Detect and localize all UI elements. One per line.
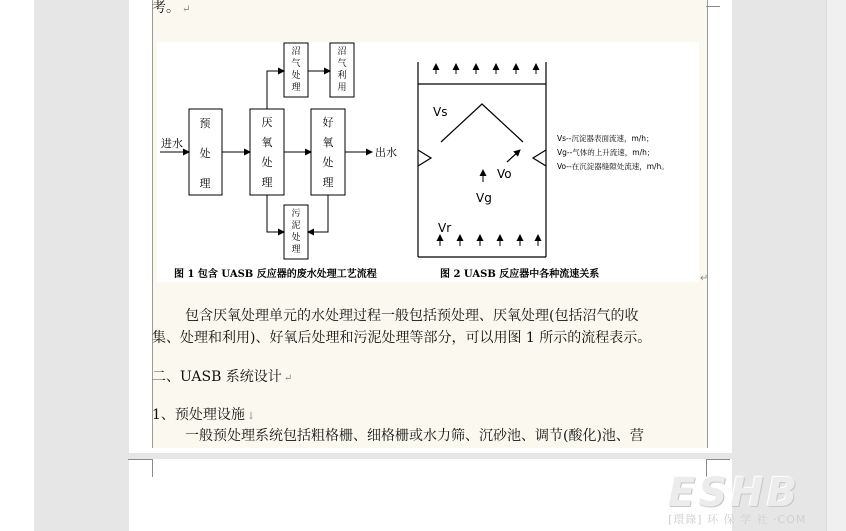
ana-char-3: 处	[261, 156, 273, 169]
fig2-legend-line-2: Vg--气体的上升流速，m/h；	[557, 148, 655, 157]
arrow-aerobic-to-sludge	[308, 195, 328, 232]
pre-char-3: 理	[199, 177, 211, 190]
pre-char-1: 预	[199, 117, 211, 130]
figure-paragraph-mark: ↵	[700, 273, 709, 284]
ana-char-1: 厌	[261, 116, 273, 129]
vr-arrows	[440, 235, 538, 246]
fig2-label-vg: Vg	[476, 191, 492, 205]
bu-char-4: 用	[337, 83, 347, 93]
gas-hood	[441, 104, 523, 142]
fig1-aerobic-text	[323, 115, 334, 189]
fig1-biogas-use-text	[337, 46, 346, 93]
right-baffle	[533, 150, 546, 166]
arrow-vo	[507, 150, 520, 162]
sl-char-1: 污	[291, 209, 301, 219]
crop-mark-bottom-left-h	[128, 459, 152, 460]
ana-char-4: 理	[261, 176, 273, 189]
left-baffle	[418, 150, 431, 166]
top-fragment-text: 考。	[152, 0, 180, 16]
bt-char-2: 气	[291, 59, 301, 69]
heading-3-text: 1、预处理设施	[152, 407, 245, 423]
ana-char-2: 氧	[261, 136, 273, 149]
sl-char-4: 理	[291, 245, 301, 255]
heading-2-text: 二、UASB 系统设计	[152, 369, 282, 385]
bt-char-1: 沼	[291, 47, 301, 57]
bt-char-4: 理	[291, 83, 301, 93]
crop-mark-bottom-left	[138, 459, 153, 477]
pre-char-2: 处	[199, 147, 211, 160]
fig2-legend-line-3: Vo--在沉淀器缝隙处流速，m/h。	[557, 162, 669, 171]
watermark-logo: ESHB	[668, 470, 801, 516]
heading-2-mark: ↵	[283, 373, 293, 384]
figure1-caption: 图 1 包含 UASB 反应器的废水处理工艺流程	[174, 269, 377, 280]
vertical-scrollbar[interactable]	[826, 0, 846, 531]
fig1-pre-text	[200, 117, 211, 190]
paragraph1-line2: 集、处理和利用)、好氧后处理和污泥处理等部分，可以用图 1 所示的流程表示。	[152, 330, 652, 346]
fig2-label-vs: Vs	[433, 105, 448, 119]
next-page-sheet	[129, 459, 732, 531]
paragraph2-line1: 一般预处理系统包括粗格栅、细格栅或水力筛、沉砂池、调节(酸化)池、营	[185, 428, 644, 444]
fig1-biogas-treatment-text	[291, 46, 300, 93]
fig1-inlet-label: 进水	[161, 137, 183, 150]
aer-char-2: 氧	[322, 136, 334, 149]
heading-2	[152, 369, 292, 387]
watermark-subtitle: [環錄] 环 保 学 社 ·COM	[668, 513, 807, 526]
heading-3-mark: ↓	[246, 411, 256, 422]
aer-char-1: 好	[322, 116, 334, 129]
aer-char-3: 处	[322, 156, 334, 169]
sl-char-2: 泥	[291, 221, 301, 231]
heading-3	[152, 407, 255, 425]
fig2-legend-line-1: Vs--沉淀器表面流速，m/h；	[557, 134, 654, 143]
bu-char-3: 利	[337, 71, 347, 81]
paragraph1-line1: 包含厌氧处理单元的水处理过程一般包括预处理、厌氧处理(包括沼气的收	[185, 308, 639, 324]
paragraph-mark: ↵	[182, 4, 191, 15]
fig1-sludge-text	[291, 208, 300, 255]
arrow-to-biogas	[267, 71, 284, 109]
sl-char-3: 处	[291, 233, 301, 243]
bu-char-1: 沼	[337, 47, 347, 57]
bu-char-2: 气	[337, 59, 347, 69]
fig2-label-vo: Vo	[497, 167, 512, 181]
vs-arrows	[436, 64, 536, 74]
fig1-anaerobic-text	[262, 116, 273, 189]
arrow-anaerobic-to-sludge	[267, 195, 284, 232]
fig1-outlet-label: 出水	[375, 146, 397, 159]
bt-char-3: 处	[291, 71, 301, 81]
fig2-label-vr: Vr	[438, 221, 452, 235]
crop-mark-bottom-right-h	[706, 459, 730, 460]
figure2-caption: 图 2 UASB 反应器中各种流速关系	[440, 269, 600, 280]
aer-char-4: 理	[322, 176, 334, 189]
